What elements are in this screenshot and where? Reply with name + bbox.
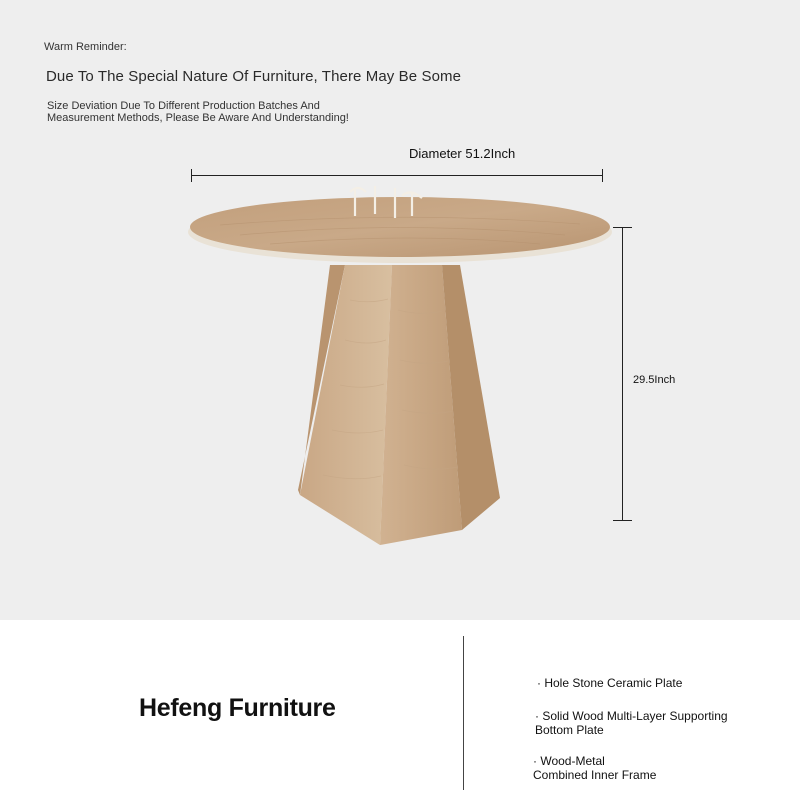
diameter-dimension-line bbox=[191, 175, 603, 176]
brand-name: Hefeng Furniture bbox=[139, 694, 336, 722]
height-label: 29.5Inch bbox=[633, 374, 676, 386]
reminder-body-line-2: Measurement Methods, Please Be Aware And Understanding! bbox=[47, 112, 349, 124]
round-table-illustration bbox=[180, 180, 620, 550]
reminder-title: Warm Reminder: bbox=[44, 41, 127, 53]
diameter-label: Diameter 51.2Inch bbox=[409, 146, 516, 161]
reminder-body-line-1: Size Deviation Due To Different Production Batches And bbox=[47, 100, 320, 112]
feature-line: Combined Inner Frame bbox=[533, 768, 657, 782]
feature-item bbox=[537, 676, 682, 690]
feature-item bbox=[533, 754, 656, 782]
reminder-body bbox=[47, 100, 407, 124]
feature-line: · Hole Stone Ceramic Plate bbox=[537, 676, 683, 690]
feature-line: · Wood-Metal bbox=[533, 754, 605, 768]
feature-item bbox=[535, 709, 728, 737]
vertical-divider bbox=[463, 636, 464, 790]
table-pedestal bbox=[298, 265, 500, 545]
table-top bbox=[188, 197, 612, 263]
reminder-headline: Due To The Special Nature Of Furniture, There May Be Some bbox=[46, 68, 462, 85]
feature-line: Bottom Plate bbox=[535, 723, 604, 737]
height-dimension-line bbox=[622, 227, 623, 521]
feature-line: · Solid Wood Multi-Layer Supporting bbox=[535, 709, 728, 723]
